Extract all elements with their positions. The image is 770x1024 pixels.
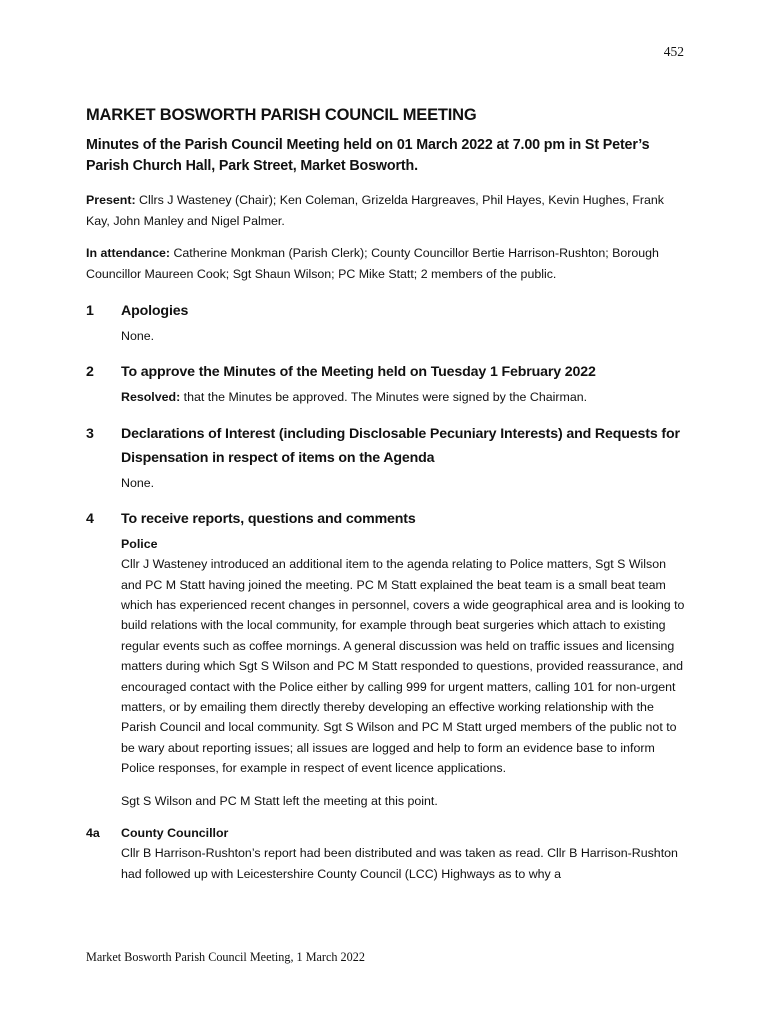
attendance-label: In attendance: bbox=[86, 246, 170, 260]
document-subtitle: Minutes of the Parish Council Meeting held on 01 March 2022 at 7.00 pm in St Peter’s Parish Church Hall, Park Street, Market Bosworth. bbox=[86, 137, 650, 174]
document-body bbox=[86, 104, 686, 884]
attendance-text: Catherine Monkman (Parish Clerk); County Councillor Bertie Harrison-Rushton; Borough Councillor Maureen Cook; Sgt Shaun Wilson; PC Mike Statt; 2 members of the public. bbox=[86, 246, 659, 281]
agenda-item-1 bbox=[86, 299, 686, 346]
present-label: Present: bbox=[86, 193, 136, 207]
item-number: 4 bbox=[86, 511, 94, 528]
agenda-item-3 bbox=[86, 422, 686, 493]
page-number: 452 bbox=[663, 44, 684, 59]
item-number: 3 bbox=[86, 425, 94, 442]
item-heading: To receive reports, questions and comments bbox=[121, 511, 416, 528]
item-text: Cllr B Harrison-Rushton’s report had been distributed and was taken as read. Cllr B Harrison-Rushton had followed up with Leicestershire County Council (LCC) Highways as to why a bbox=[121, 846, 678, 881]
item-heading: Apologies bbox=[121, 303, 189, 319]
item-text: None. bbox=[121, 475, 155, 490]
item-subheading: Police bbox=[121, 537, 158, 552]
present-text: Cllrs J Wasteney (Chair); Ken Coleman, Grizelda Hargreaves, Phil Hayes, Kevin Hughes, Frank Kay, John Manley and Nigel Palmer. bbox=[86, 193, 664, 228]
item-heading: Declarations of Interest (including Disclosable Pecuniary Interests) and Requests for Dispensation in respect of items on the Agenda bbox=[121, 425, 680, 466]
item-number: 2 bbox=[86, 364, 94, 381]
resolved-text: that the Minutes be approved. The Minutes were signed by the Chairman. bbox=[180, 390, 588, 405]
item-resolution bbox=[121, 387, 686, 407]
attendance-paragraph bbox=[86, 243, 686, 285]
item-number: 4a bbox=[86, 826, 100, 841]
item-heading: To approve the Minutes of the Meeting held on Tuesday 1 February 2022 bbox=[121, 364, 596, 381]
present-paragraph bbox=[86, 190, 686, 232]
page-footer: Market Bosworth Parish Council Meeting, 1 March 2022 bbox=[86, 950, 365, 964]
item-text: None. bbox=[121, 329, 155, 343]
agenda-item-4 bbox=[86, 507, 686, 811]
resolved-label: Resolved: bbox=[121, 390, 181, 405]
item-text: Cllr J Wasteney introduced an additional item to the agenda relating to Police matters, Sgt S Wilson and PC M Statt having joined the meeting. PC M Statt explained the beat team is a small beat team which has experienced recent changes in personnel, covers a wide geographical area and is looking to build relations with the local community, for example through beat surgeries which attach to existing regular events such as coffee mornings. A general discussion was held on traffic issues and licensing matters during which Sgt S Wilson and PC M Statt responded to questions, provided reassurance, and encouraged contact with the Police either by calling 999 for urgent matters, calling 101 for non-urgent matters, or by emailing them directly thereby developing an effective working relationship with the Parish Council and local community. Sgt S Wilson and PC M Statt urged members of the public not to be wary about reporting issues; all issues are logged and help to form an evidence base to inform Police responses, for example in respect of event licence applications. bbox=[121, 557, 685, 776]
item-subheading: County Councillor bbox=[121, 826, 229, 841]
document-title: MARKET BOSWORTH PARISH COUNCIL MEETING bbox=[86, 106, 477, 124]
item-number: 1 bbox=[86, 303, 94, 319]
agenda-item-4a bbox=[86, 823, 686, 884]
item-text-2: Sgt S Wilson and PC M Statt left the meeting at this point. bbox=[121, 793, 438, 808]
agenda-item-2 bbox=[86, 360, 686, 407]
